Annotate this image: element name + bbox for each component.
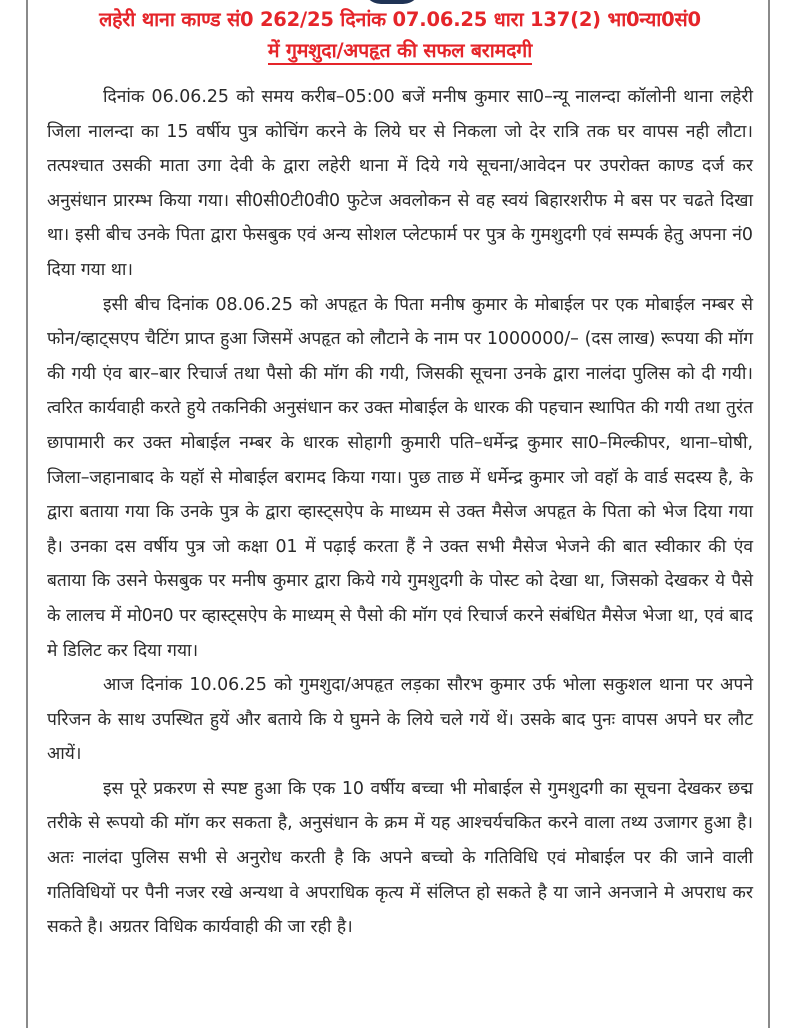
press-release-subtitle-text: में गुमशुदा/अपहृत की सफल बरामदगी bbox=[268, 39, 532, 65]
press-release-body bbox=[47, 80, 753, 945]
paragraph-incident: दिनांक 06.06.25 को समय करीब–05:00 बजें मनीष कुमार सा0–न्यू नालन्दा कॉलोनी थाना लहेरी जिला नालन्दा का 15 वर्षीय पुत्र कोचिंग करने के लिये घर से निकला जो देर रात्रि तक घर वापस नही लौटा। तत्पश्चात उसकी माता उगा देवी के द्वारा लहेरी थाना में दिये गये सूचना/आवेदन पर उपरोक्त काण्ड दर्ज कर अनुसंधान प्रारम्भ किया गया। सी0सी0टी0वी0 फुटेज अवलोकन से वह स्वयं बिहारशरीफ मे बस पर चढते दिखा था। इसी बीच उनके पिता द्वारा फेसबुक एवं अन्य सोशल प्लेटफार्म पर पुत्र के गुमशुदगी एवं सम्पर्क हेतु अपना नं0 दिया गया था। bbox=[47, 87, 753, 280]
paragraph-recovery: आज दिनांक 10.06.25 को गुमशुदा/अपहृत लड़का सौरभ कुमार उर्फ भोला सकुशल थाना पर अपने परिजन के साथ उपस्थित हुयें और बताये कि ये घुमने के लिये चले गयें थें। उसके बाद पुनः वापस अपने घर लौट आयें। bbox=[47, 675, 753, 765]
press-release-subtitle bbox=[40, 37, 760, 65]
paragraph-ransom-demand: इसी बीच दिनांक 08.06.25 को अपहृत के पिता मनीष कुमार के मोबाईल पर एक मोबाईल नम्बर से फोन/व्हाट्सएप चैटिंग प्राप्त हुआ जिसमें अपहृत को लौटाने के नाम पर 1000000/– (दस लाख) रूपया की मॉग की गयी एंव बार–बार रिचार्ज तथा पैसो की मॉग की गयी, जिसकी सूचना उनके द्वारा नालंदा पुलिस को दी गयी। त्वरित कार्यवाही करते हुये तकनिकी अनुसंधान कर उक्त मोबाईल के धारक की पहचान स्थापित की गयी तथा तुरंत छापामारी कर उक्त मोबाईल नम्बर के धारक सोहागी कुमारी पति–धर्मेन्द्र कुमार सा0–मिल्कीपर, थाना–घोषी, जिला–जहानाबाद के यहॉ से मोबाईल बरामद किया गया। पुछ ताछ में धर्मेन्द्र कुमार जो वहॉ के वार्ड सदस्य है, के द्वारा बताया गया कि उनके पुत्र के द्वारा व्हास्ट्सऐप के माध्यम से उक्त मैसेज अपहृत के पिता को भेज दिया गया है। उनका दस वर्षीय पुत्र जो कक्षा 01 में पढ़ाई करता हैं ने उक्त सभी मैसेज भेजने की बात स्वीकार की एंव बताया कि उसने फेसबुक पर मनीष कुमार द्वारा किये गये गुमशुदगी के पोस्ट को देखा था, जिसको देखकर ये पैसे के लालच में मो0न0 पर व्हास्ट्सऐप के माध्यम् से पैसो की मॉग एवं रिचार्ज करने संबंधित मैसेज भेजा था, एवं बाद मे डिलिट कर दिया गया। bbox=[47, 294, 753, 661]
press-release-title: लहेरी थाना काण्ड सं0 262/25 दिनांक 07.06.25 धारा 137(2) भा0न्या0सं0 bbox=[99, 8, 701, 31]
paragraph-advisory: इस पूरे प्रकरण से स्पष्ट हुआ कि एक 10 वर्षीय बच्चा भी मोबाईल से गुमशुदगी का सूचना देखकर छद्म तरीके से रूपयो की मॉग कर सकता है, अनुसंधान के क्रम में यह आश्चर्यचकित करने वाला तथ्य उजागर हुआ है। अतः नालंदा पुलिस सभी से अनुरोध करती है कि अपने बच्चो के गतिविधि एवं मोबाईल पर की जाने वाली गतिविधियों पर पैनी नजर रखे अन्यथा वे अपराधिक कृत्य में संलिप्त हो सकते है या जाने अनजाने मे अपराध कर सकते है। अग्रतर विधिक कार्यवाही की जा रही है। bbox=[47, 778, 753, 938]
